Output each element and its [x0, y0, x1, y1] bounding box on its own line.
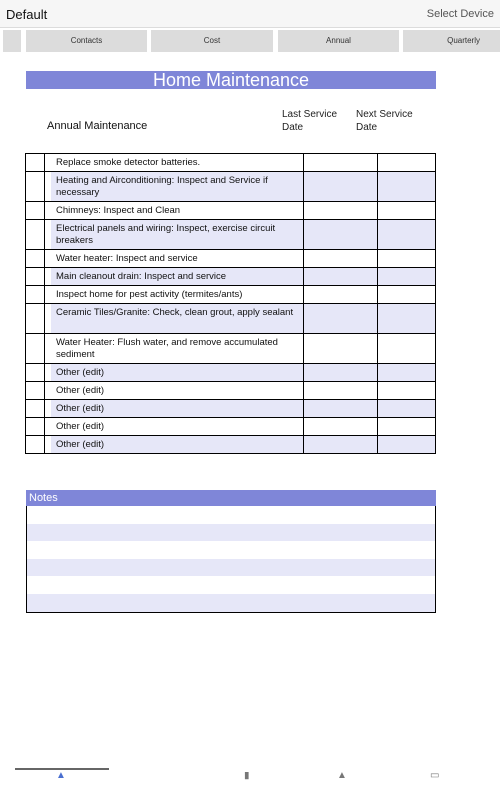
tab-blank[interactable] [3, 30, 21, 52]
note-line[interactable] [27, 594, 435, 612]
task-checkbox[interactable] [25, 418, 45, 435]
last-service-cell[interactable] [304, 268, 378, 285]
house-icon[interactable]: ▲ [337, 772, 347, 780]
task-text[interactable]: Other (edit) [51, 400, 304, 417]
tab-quarterly[interactable]: Quarterly [403, 30, 500, 52]
table-row [25, 202, 436, 220]
next-service-cell[interactable] [378, 154, 436, 171]
tab-cost[interactable]: Cost [151, 30, 273, 52]
last-service-cell[interactable] [304, 304, 378, 333]
note-line[interactable] [27, 559, 435, 577]
table-row [25, 268, 436, 286]
table-row [25, 304, 436, 334]
select-device-button[interactable]: Select Device [426, 8, 494, 20]
next-service-cell[interactable] [378, 436, 436, 453]
table-row [25, 418, 436, 436]
task-text[interactable]: Other (edit) [51, 418, 304, 435]
next-service-cell[interactable] [378, 364, 436, 381]
next-service-cell[interactable] [378, 202, 436, 219]
next-service-cell[interactable] [378, 400, 436, 417]
note-line[interactable] [27, 576, 435, 594]
table-row [25, 364, 436, 382]
table-row [25, 154, 436, 172]
next-service-cell[interactable] [378, 172, 436, 201]
task-text[interactable]: Ceramic Tiles/Granite: Check, clean grout, apply sealant [51, 304, 304, 333]
table-row [25, 382, 436, 400]
task-text[interactable]: Chimneys: Inspect and Clean [51, 202, 304, 219]
last-service-cell[interactable] [304, 364, 378, 381]
table-row [25, 436, 436, 454]
next-service-cell[interactable] [378, 250, 436, 267]
last-service-cell[interactable] [304, 334, 378, 363]
task-checkbox[interactable] [25, 202, 45, 219]
task-checkbox[interactable] [25, 364, 45, 381]
tab-annual[interactable]: Annual [278, 30, 399, 52]
note-line[interactable] [27, 506, 435, 524]
next-service-cell[interactable] [378, 334, 436, 363]
task-text[interactable]: Replace smoke detector batteries. [51, 154, 304, 171]
last-service-cell[interactable] [304, 286, 378, 303]
folder-icon[interactable]: ▭ [430, 772, 440, 780]
document-icon[interactable]: ▮ [244, 772, 250, 780]
top-bar [0, 0, 500, 28]
table-row [25, 220, 436, 250]
col-next-service: Next Service Date [356, 109, 413, 133]
task-checkbox[interactable] [25, 400, 45, 417]
col-last-service: Last Service Date [282, 109, 338, 133]
next-service-cell[interactable] [378, 220, 436, 249]
next-service-cell[interactable] [378, 286, 436, 303]
next-service-cell[interactable] [378, 418, 436, 435]
task-text[interactable]: Inspect home for pest activity (termites/ants) [51, 286, 304, 303]
note-line[interactable] [27, 524, 435, 542]
last-service-cell[interactable] [304, 436, 378, 453]
task-checkbox[interactable] [25, 268, 45, 285]
task-text[interactable]: Heating and Airconditioning: Inspect and Service if necessary [51, 172, 304, 201]
next-service-cell[interactable] [378, 304, 436, 333]
task-text[interactable]: Water Heater: Flush water, and remove accumulated sediment [51, 334, 304, 363]
sheet-title: Home Maintenance [26, 71, 436, 89]
tab-bar [0, 30, 500, 52]
tab-contacts[interactable]: Contacts [26, 30, 147, 52]
task-checkbox[interactable] [25, 334, 45, 363]
task-checkbox[interactable] [25, 250, 45, 267]
task-checkbox[interactable] [25, 304, 45, 333]
maintenance-table [25, 153, 436, 454]
next-service-cell[interactable] [378, 268, 436, 285]
table-row [25, 172, 436, 202]
task-text[interactable]: Other (edit) [51, 436, 304, 453]
task-checkbox[interactable] [25, 172, 45, 201]
task-checkbox[interactable] [25, 154, 45, 171]
table-row [25, 250, 436, 268]
last-service-cell[interactable] [304, 418, 378, 435]
last-service-cell[interactable] [304, 220, 378, 249]
app-title: Default [6, 7, 48, 22]
last-service-cell[interactable] [304, 400, 378, 417]
next-service-cell[interactable] [378, 382, 436, 399]
task-text[interactable]: Other (edit) [51, 382, 304, 399]
section-label: Annual Maintenance [47, 120, 148, 132]
last-service-cell[interactable] [304, 154, 378, 171]
notes-header: Notes [26, 490, 436, 506]
last-service-cell[interactable] [304, 172, 378, 201]
table-row [25, 286, 436, 304]
task-text[interactable]: Other (edit) [51, 364, 304, 381]
task-checkbox[interactable] [25, 436, 45, 453]
task-checkbox[interactable] [25, 382, 45, 399]
last-service-cell[interactable] [304, 382, 378, 399]
task-text[interactable]: Water heater: Inspect and service [51, 250, 304, 267]
notes-area[interactable] [26, 506, 436, 613]
nav-active-indicator [15, 768, 109, 770]
task-checkbox[interactable] [25, 286, 45, 303]
note-line[interactable] [27, 541, 435, 559]
task-text[interactable]: Main cleanout drain: Inspect and service [51, 268, 304, 285]
last-service-cell[interactable] [304, 202, 378, 219]
task-text[interactable]: Electrical panels and wiring: Inspect, exercise circuit breakers [51, 220, 304, 249]
table-row [25, 400, 436, 418]
last-service-cell[interactable] [304, 250, 378, 267]
home-icon[interactable]: ▲ [56, 772, 66, 780]
bottom-nav [0, 768, 500, 800]
task-checkbox[interactable] [25, 220, 45, 249]
table-row [25, 334, 436, 364]
